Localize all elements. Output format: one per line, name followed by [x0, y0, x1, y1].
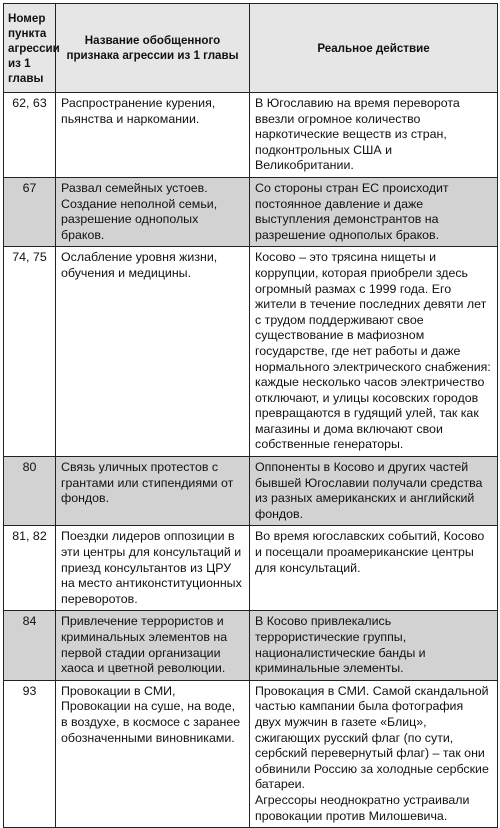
- row-number: 74, 75: [4, 247, 56, 457]
- row-number: 93: [4, 680, 56, 827]
- row-action: Со стороны стран ЕС происходит постоянное давление и даже выступления демонстрантов на разрешение однополых браков.: [250, 177, 498, 246]
- table-row: [4, 177, 498, 246]
- row-sign: Провокации в СМИ, Провокации на суше, на воде, в воздухе, в космосе с заранее обозначенными виновниками.: [56, 680, 250, 827]
- header-real-action: Реальное действие: [250, 4, 498, 93]
- table-row: [4, 247, 498, 457]
- row-action: В Югославию на время переворота ввезли огромное количество наркотические веществ из стран, подконтрольных США и Великобритании.: [250, 93, 498, 178]
- table-header-row: [4, 4, 498, 93]
- aggression-table: [3, 3, 498, 828]
- row-sign: Поездки лидеров оппозиции в эти центры для консультаций и приезд консультантов из ЦРУ на место антиконституционных переворотов.: [56, 526, 250, 611]
- row-sign: Связь уличных протестов с грантами или стипендиями от фондов.: [56, 457, 250, 526]
- row-action: Во время югославских событий, Косово и посещали проамериканские центры для консультаций.: [250, 526, 498, 611]
- header-item-number: Номер пункта агрессии из 1 главы: [4, 4, 56, 93]
- row-sign: Развал семейных устоев. Создание неполной семьи, разрешение однополых браков.: [56, 177, 250, 246]
- row-sign: Распространение курения, пьянства и наркомании.: [56, 93, 250, 178]
- header-sign-name: Название обобщенного признака агрессии из 1 главы: [56, 4, 250, 93]
- row-number: 81, 82: [4, 526, 56, 611]
- table-row: [4, 93, 498, 178]
- row-sign: Привлечение террористов и криминальных элементов на первой стадии организации хаоса и цветной революции.: [56, 611, 250, 680]
- row-action: В Косово привлекались террористические группы, националистические банды и криминальные элементы.: [250, 611, 498, 680]
- table-row: [4, 526, 498, 611]
- row-action: Оппоненты в Косово и других частей бывшей Югославии получали средства из разных американских и английский фондов.: [250, 457, 498, 526]
- row-number: 80: [4, 457, 56, 526]
- row-number: 62, 63: [4, 93, 56, 178]
- row-action: Косово – это трясина нищеты и коррупции, которая приобрели здесь огромный размах с 1999 года. Его жители в течение последних девяти лет с трудом поддерживают свое существование в мафиозном государстве, где нет работы и даже нормального электрического снабжения: каждые несколько часов электричество отключают, и улицы косовских городов превращаются в гудящий улей, так как магазины и дома включают свои собственные генераторы.: [250, 247, 498, 457]
- row-action-paragraph: Провокация в СМИ. Самой скандальной частью кампании была фотография двух мужчин в газете «Блиц», сжигающих русский флаг (по сути, сербский перевернутый флаг) – так они обвинили Россию за холодные сербские батареи.: [255, 683, 489, 792]
- row-action: [250, 680, 498, 827]
- table-row: [4, 457, 498, 526]
- row-sign: Ослабление уровня жизни, обучения и медицины.: [56, 247, 250, 457]
- table-row: [4, 680, 498, 827]
- row-number: 67: [4, 177, 56, 246]
- table-row: [4, 611, 498, 680]
- row-action-paragraph: Агрессоры неоднократно устраивали провокации против Милошевича.: [255, 792, 470, 823]
- row-number: 84: [4, 611, 56, 680]
